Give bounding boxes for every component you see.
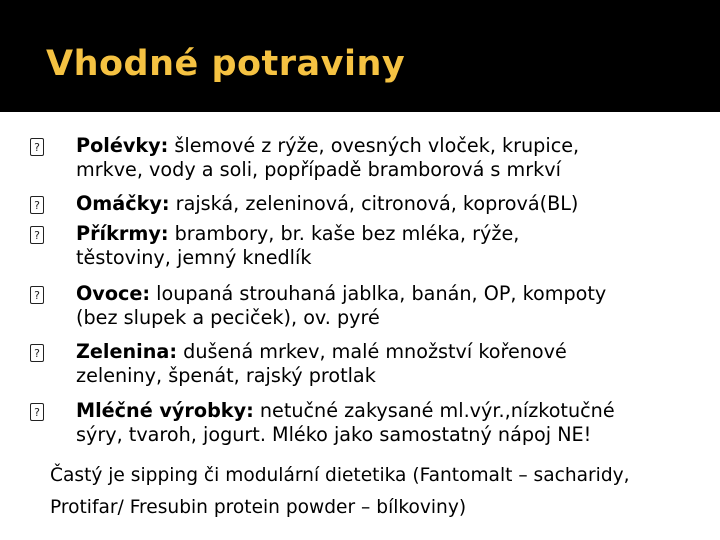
bullet-box-icon: ?: [30, 226, 44, 244]
bullet-text: [76, 192, 704, 216]
bullet-term: Polévky:: [76, 134, 169, 157]
footnote-text: [50, 460, 710, 524]
bullet-text: [76, 399, 704, 447]
bullet-desc: loupaná strouhaná jablka, banán, OP, kompoty: [150, 282, 607, 305]
bullet-box-icon: ?: [30, 286, 44, 304]
bullet-box-icon: ?: [30, 138, 44, 156]
bullet-desc: netučné zakysané ml.výr.,nízkotučné: [253, 399, 615, 422]
bullet-text: [76, 282, 704, 330]
bullet-desc: rajská, zeleninová, citronová, koprová(BL): [169, 192, 579, 215]
bullet-term: Ovoce:: [76, 282, 151, 305]
title-bar: [0, 0, 720, 112]
bullet-term: Zelenina:: [76, 340, 178, 363]
bullet-text: [76, 340, 704, 388]
slide-title: Vhodné potraviny: [46, 44, 406, 84]
bullet-text: [76, 134, 704, 182]
bullet-desc: šlemové z rýže, ovesných vloček, krupice,: [168, 134, 580, 157]
bullet-line-2: těstoviny, jemný knedlík: [76, 246, 312, 269]
bullet-line-2: sýry, tvaroh, jogurt. Mléko jako samostatný nápoj NE!: [76, 423, 592, 446]
footnote-line-2: Protifar/ Fresubin protein powder – bílkoviny): [50, 497, 467, 518]
bullet-line: [76, 282, 704, 306]
bullet-line: [76, 399, 704, 423]
bullet-line-2: mrkve, vody a soli, popřípadě bramborová s mrkví: [76, 158, 561, 181]
bullet-term: Mléčné výrobky:: [76, 399, 254, 422]
bullet-line-2: zeleniny, špenát, rajský protlak: [76, 364, 376, 387]
bullet-term: Příkrmy:: [76, 222, 169, 245]
bullet-text: [76, 222, 704, 270]
footnote-line: Častý je sipping či modulární dietetika (Fantomalt – sacharidy,: [50, 465, 630, 486]
bullet-term: Omáčky:: [76, 192, 170, 215]
bullet-line: [76, 192, 704, 216]
bullet-line: [76, 134, 704, 158]
bullet-box-icon: ?: [30, 196, 44, 214]
bullet-desc: brambory, br. kaše bez mléka, rýže,: [168, 222, 520, 245]
bullet-desc: dušená mrkev, malé množství kořenové: [177, 340, 567, 363]
bullet-line: [76, 340, 704, 364]
bullet-line: [76, 222, 704, 246]
bullet-line-2: (bez slupek a peciček), ov. pyré: [76, 306, 380, 329]
bullet-box-icon: ?: [30, 344, 44, 362]
bullet-box-icon: ?: [30, 403, 44, 421]
